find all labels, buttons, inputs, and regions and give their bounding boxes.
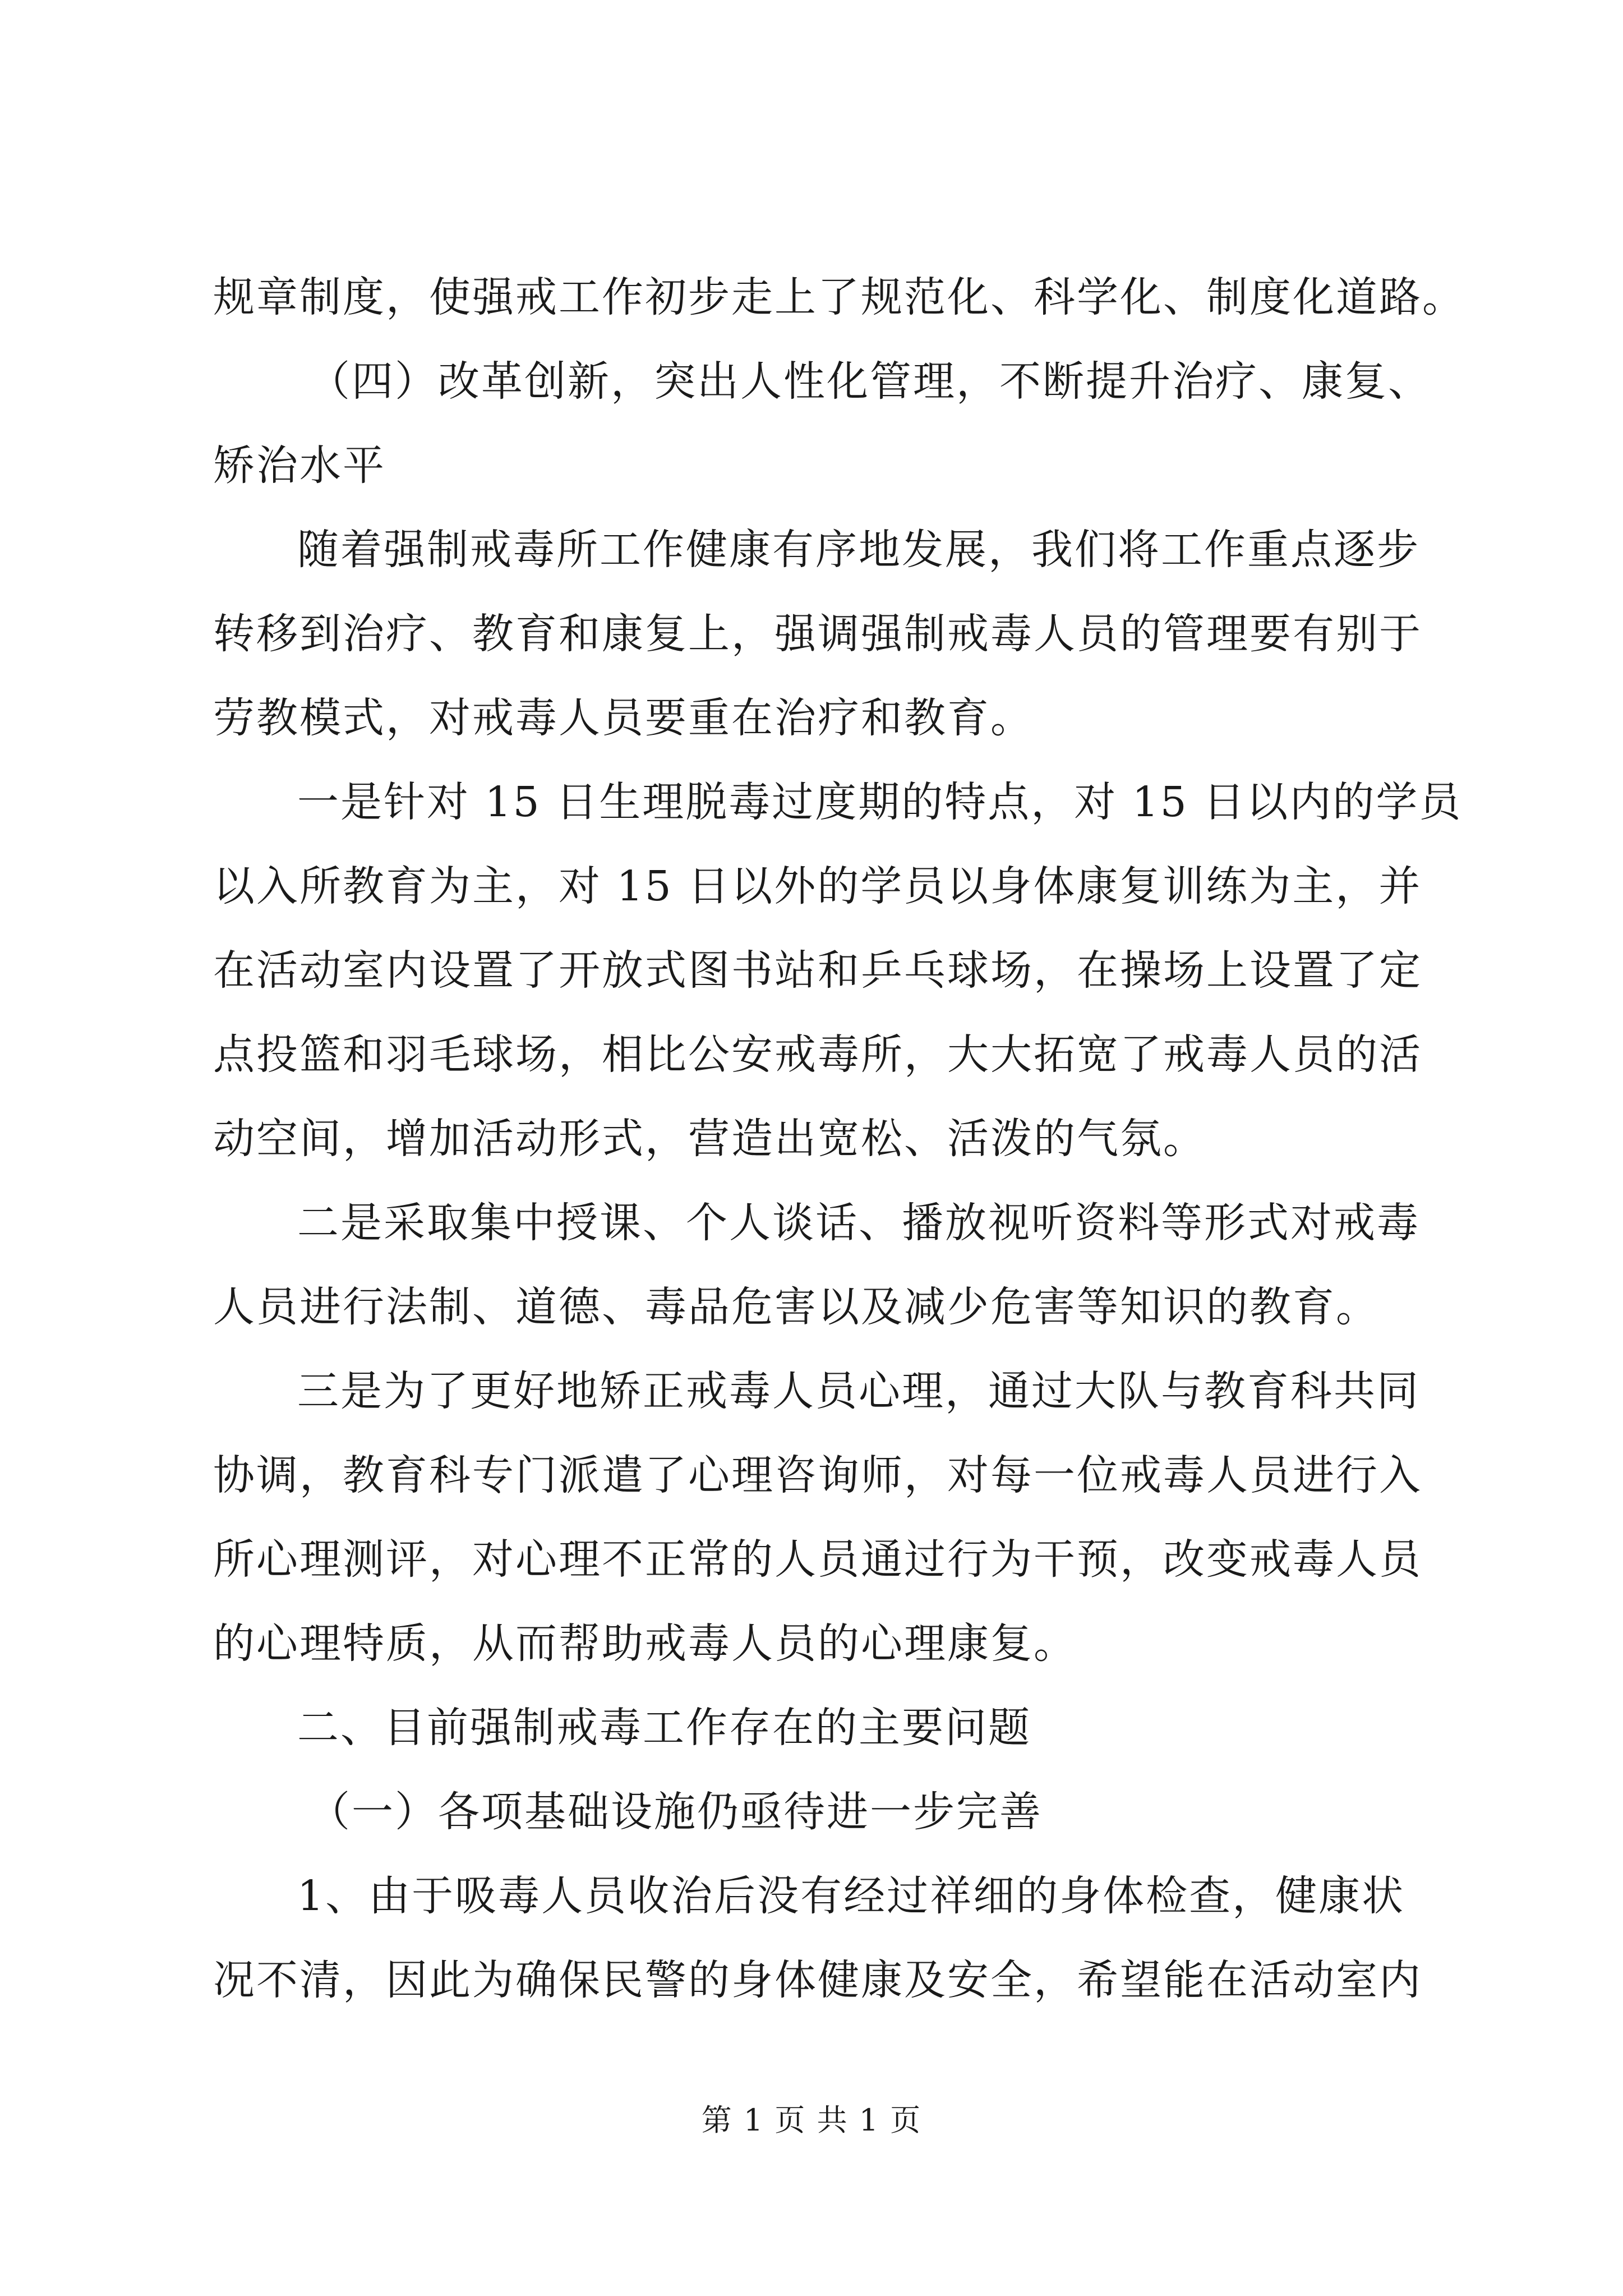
text-line: 的心理特质，从而帮助戒毒人员的心理康复。 [213, 1619, 1077, 1668]
section-heading-2: 二、目前强制戒毒工作存在的主要问题 [297, 1704, 1031, 1752]
text-line: 矫治水平 [213, 441, 386, 490]
text-line: 协调，教育科专门派遣了心理咨询师，对每一位戒毒人员进行入 [213, 1451, 1422, 1499]
paragraph-start: 1、由于吸毒人员收治后没有经过祥细的身体检查，健康状 [297, 1872, 1405, 1920]
paragraph-start: 三是为了更好地矫正戒毒人员心理，通过大队与教育科共同 [297, 1367, 1420, 1415]
text-line: 劳教模式，对戒毒人员要重在治疗和教育。 [213, 694, 1034, 742]
section-heading-4: （四）改革创新，突出人性化管理，不断提升治疗、康复、 [308, 357, 1431, 406]
text-line: 以入所教育为主，对 15 日以外的学员以身体康复训练为主，并 [213, 862, 1422, 910]
text-line: 所心理测评，对心理不正常的人员通过行为干预，改变戒毒人员 [213, 1535, 1422, 1584]
text-line: 在活动室内设置了开放式图书站和乒乓球场，在操场上设置了定 [213, 946, 1422, 995]
subsection-heading-1: （一）各项基础设施仍亟待进一步完善 [308, 1788, 1043, 1836]
page-number-footer: 第 1 页 共 1 页 [701, 2102, 922, 2138]
paragraph-start: 随着强制戒毒所工作健康有序地发展，我们将工作重点逐步 [297, 526, 1420, 574]
text-line: 况不清，因此为确保民警的身体健康及安全，希望能在活动室内 [213, 1956, 1422, 2004]
text-line: 点投篮和羽毛球场，相比公安戒毒所，大大拓宽了戒毒人员的活 [213, 1030, 1422, 1079]
paragraph-start: 二是采取集中授课、个人谈话、播放视听资料等形式对戒毒 [297, 1199, 1420, 1247]
document-body [213, 255, 1465, 2022]
text-line: 动空间，增加活动形式，营造出宽松、活泼的气氛。 [213, 1115, 1206, 1163]
paragraph-start: 一是针对 15 日生理脱毒过度期的特点，对 15 日以内的学员 [297, 778, 1463, 826]
text-line: 人员进行法制、道德、毒品危害以及减少危害等知识的教育。 [213, 1283, 1379, 1331]
text-line: 转移到治疗、教育和康复上，强调强制戒毒人员的管理要有别于 [213, 610, 1422, 658]
text-line: 规章制度，使强戒工作初步走上了规范化、科学化、制度化道路。 [213, 273, 1465, 321]
